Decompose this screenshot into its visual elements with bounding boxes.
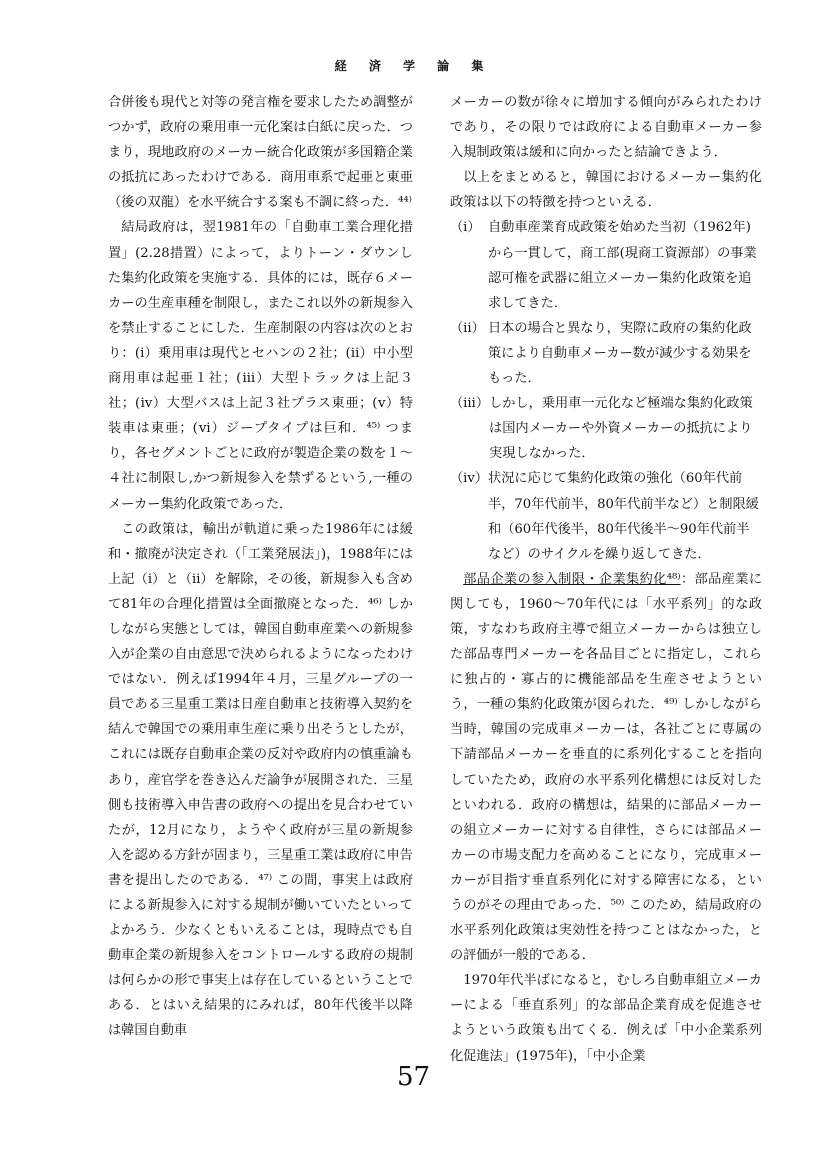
item-text: 状況に応じて集約化政策の強化（60年代前半，70年代前半，80年代前半など）と制限緩和（60年代後半，80年代後半〜90年代前半など）のサイクルを繰り返してきた．: [488, 471, 759, 562]
item-text: 自動車産業育成政策を始めた当初（1962年)から一貫して，商工部(現商工資源部）の事業認可権を武器に組立メーカー集約化政策を追求してきた．: [488, 220, 757, 311]
list-item: [450, 466, 762, 566]
paragraph: 以上をまとめると，韓国におけるメーカー集約化政策は以下の特徴を持つといえる．: [450, 170, 762, 211]
section-heading: 部品企業の参入制限・企業集約化⁴⁸⁾: [463, 571, 681, 587]
paragraph: この政策は，輸出が軌道に乗った1986年には緩和・撤廃が決定され（「工業発展法」)，1988年には上記（ⅰ）と（ⅱ）を解除，その後，新規参入も含めて81年の合理化措置は全面撤廃となった．⁴⁶⁾ しかしながら実態としては，韓国自動車産業への新規参入が企業の自由意思で決められるようになったわけではない．例えば1994年４月，三星グループの一員である三星重工業は日産自動車と技術導入契約を結んで韓国での乗用車生産に乗り出そうとしたが，これには既存自動車企業の反対や政府内の慎重論もあり，産官学を巻き込んだ論争が展開された．三星側も技術導入申告書の政府への提出を見合わせていたが，12月になり，ようやく政府が三星の新規参入を認める方針が固まり，三星重工業は政府に申告書を提出したのである．⁴⁷⁾ この間，事実上は政府による新規参入に対する規制が働いていたといってよかろう．少なくともいえることは，現時点でも自動車企業の新規参入をコントロールする政府の規制は何らかの形で事実上は存在しているということである．とはいえ結果的にみれば，80年代後半以降は韓国自動車: [108, 521, 413, 1039]
left-column: [108, 90, 413, 1044]
item-number: （ⅰ）: [450, 220, 481, 236]
right-column: [450, 90, 762, 1069]
page-number: 57: [396, 1062, 431, 1092]
item-number: （ⅲ）: [450, 396, 490, 412]
item-text: しかし，乗用車一元化など極端な集約化政策は国内メーカーや外資メーカーの抵抗により実現しなかった．: [489, 396, 753, 462]
list-item: [450, 316, 762, 391]
item-text: 日本の場合と異なり，実際に政府の集約化政策により自動車メーカー数が減少する効果をもった．: [488, 320, 752, 387]
paragraph: 結局政府は，翌1981年の「自動車工業合理化措置」(2.28措置）によって，よりトーン・ダウンした集約化政策を実施する．具体的には，既存６メーカーの生産車種を制限し，またこれ以外の新規参入を禁止することにした．生産制限の内容は次のとおり：(ⅰ）乗用車は現代とセハンの２社；(ⅱ）中小型商用車は起亜１社；(ⅲ）大型トラックは上記３社；(ⅳ）大型バスは上記３社プラス東亜；(ⅴ）特装車は東亜；(ⅵ）ジープタイプは巨和．⁴⁵⁾ つまり，各セグメントごとに政府が製造企業の数を１〜４社に制限し,かつ新規参入を禁ずるという,一種のメーカー集約化政策であった．: [108, 220, 413, 512]
paragraph: メーカーの数が徐々に増加する傾向がみられたわけであり，その限りでは政府による自動車メーカー参入規制政策は緩和に向かったと結論できよう．: [450, 95, 762, 161]
item-number: （ⅱ）: [450, 320, 485, 336]
journal-header: 経 済 学 論 集: [334, 59, 493, 73]
item-number: （ⅳ）: [450, 471, 489, 487]
paragraph-text: ：部品産業に関しても，1960〜70年代には「水平系列」的な政策，すなわち政府主導で組立メーカーからは独立した部品専門メーカーを各品目ごとに指定し，これらに独占的・寡占的に機能部品を生産させようという，一種の集約化政策が図られた．⁴⁹⁾ しかしながら当時，韓国の完成車メーカーは，各社ごとに専属の下請部品メーカーを垂直的に系列化することを指向していたため，政府の水平系列化構想には反対したといわれる．政府の構想は，結果的に部品メーカーの組立メーカーに対する自律性，さらには部品メーカーの市場支配力を高めることになり，完成車メーカーが目指す垂直系列化に対する障害になる，というのがその理由であった．⁵⁰⁾ このため，結局政府の水平系列化政策は実効性を持つことはなかった，との評価が一般的である．: [450, 571, 763, 964]
list-item: [450, 391, 762, 466]
paragraph: 合併後も現代と対等の発言権を要求したため調整がつかず，政府の乗用車一元化案は白紙に戻った．つまり，現地政府のメーカー統合化政策が多国籍企業の抵抗にあったわけである．商用車系で起亜と東亜（後の双龍）を水平統合する案も不調に終った．⁴⁴⁾: [108, 95, 413, 211]
list-item: [450, 215, 762, 315]
paragraph: [450, 567, 762, 969]
paragraph: 1970年代半ばになると，むしろ自動車組立メーカーによる「垂直系列」的な部品企業育成を促進させようという政策も出てくる．例えば「中小企業系列化促進法」(1975年)，「中小企業: [450, 973, 762, 1064]
